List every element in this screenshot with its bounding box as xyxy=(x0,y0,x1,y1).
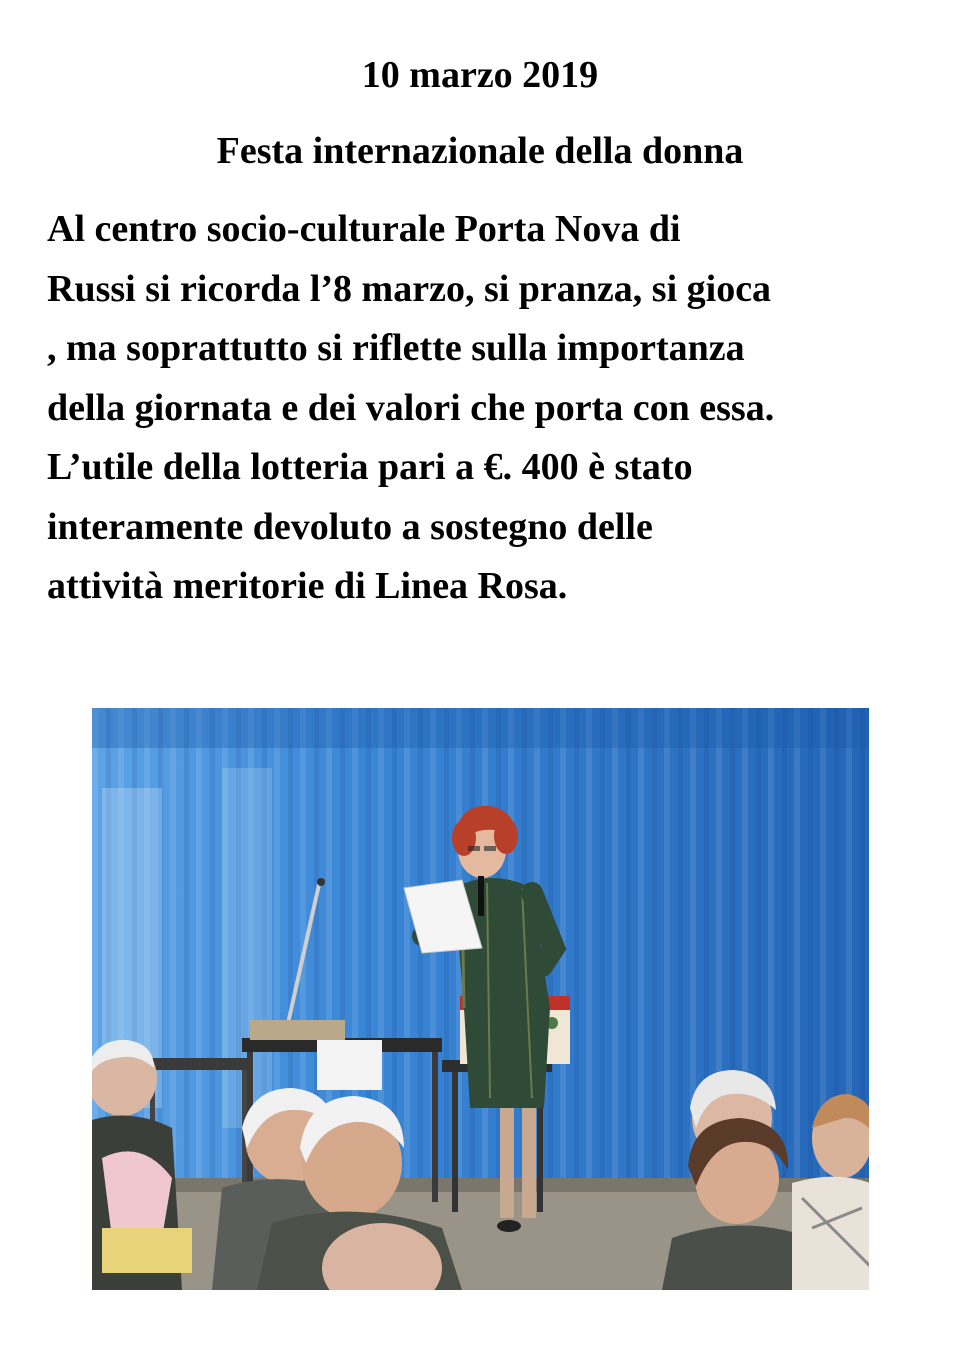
article-line-4: della giornata e dei valori che porta con essa. xyxy=(47,386,775,429)
document-date: 10 marzo 2019 xyxy=(361,54,599,96)
event-photo xyxy=(92,708,869,1290)
article-line-6: interamente devoluto a sostegno delle xyxy=(47,505,653,548)
article-line-3: , ma soprattutto si riflette sulla importanza xyxy=(47,327,745,369)
article-body xyxy=(47,200,927,617)
document-title: Festa internazionale della donna xyxy=(216,130,744,172)
article-line-7: attività meritorie di Linea Rosa. xyxy=(47,565,568,607)
article-line-2: Russi si ricorda l’8 marzo, si pranza, si gioca xyxy=(47,267,772,310)
event-photo-illustration xyxy=(92,708,869,1290)
article-line-1: Al centro socio-culturale Porta Nova di xyxy=(47,208,681,250)
article-line-5: L’utile della lotteria pari a €. 400 è stato xyxy=(47,446,693,488)
